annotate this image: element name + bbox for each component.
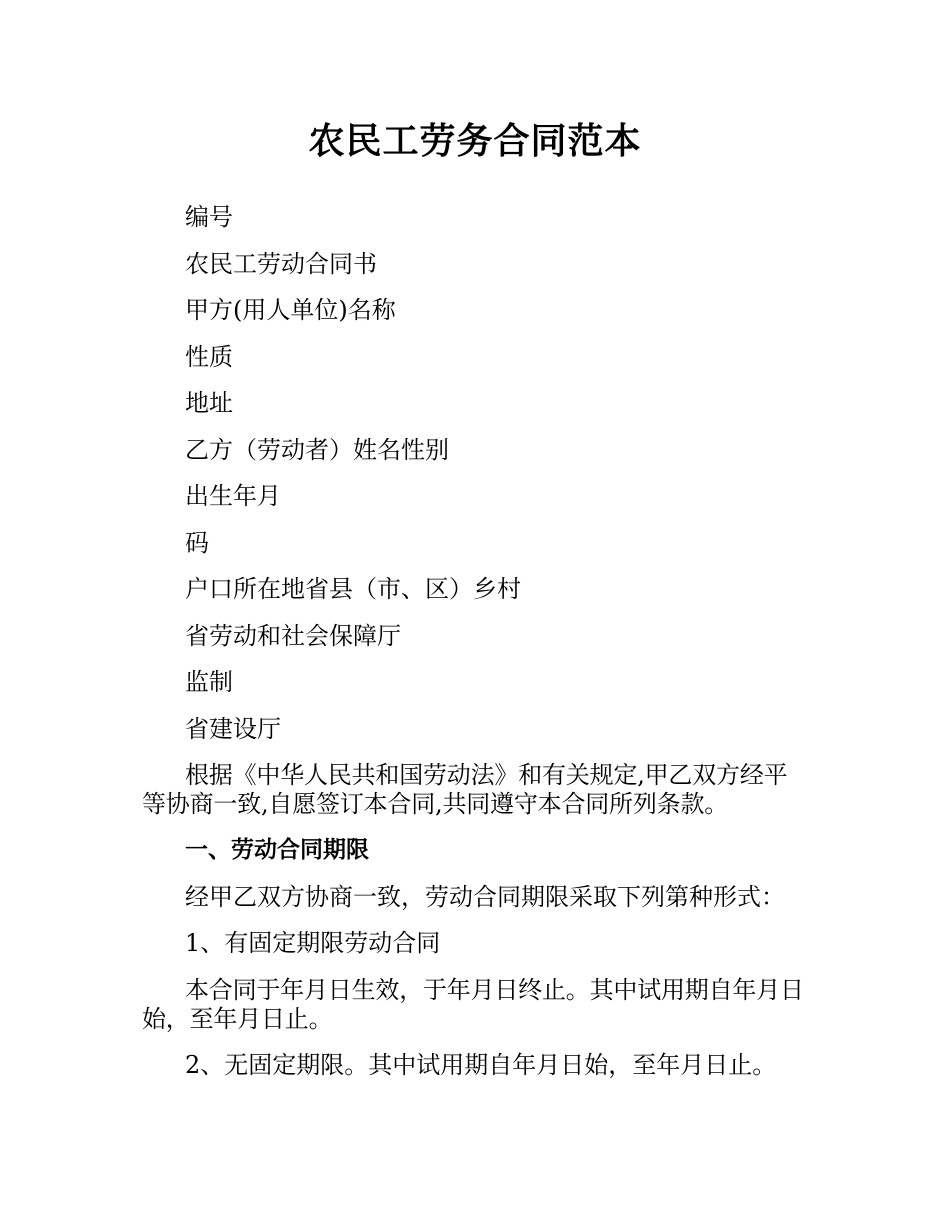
field-birth-date: 出生年月 xyxy=(185,482,281,510)
field-party-a-name: 甲方(用人单位)名称 xyxy=(185,296,396,324)
field-labor-department: 省劳动和社会保障厅 xyxy=(185,621,401,650)
field-code: 码 xyxy=(185,528,209,557)
field-nature: 性质 xyxy=(185,342,233,371)
field-supervised: 监制 xyxy=(185,668,233,696)
section-heading-contract-term: 一、劳动合同期限 xyxy=(185,837,369,863)
contract-term-item-2: 2、无固定期限。其中试用期自年月日始，至年月日止。 xyxy=(185,1050,777,1079)
contract-term-intro: 经甲乙双方协商一致，劳动合同期限采取下列第种形式： xyxy=(185,882,785,911)
field-construction-department: 省建设厅 xyxy=(185,714,281,743)
contract-term-item-1: 1、有固定期限劳动合同 xyxy=(185,929,441,957)
preamble-paragraph: 根据《中华人民共和国劳动法》和有关规定,甲乙双方经平等协商一致,自愿签订本合同,共同遵守本合同所列条款。 xyxy=(142,761,788,818)
document-title: 农民工劳务合同范本 xyxy=(308,121,642,162)
field-party-b-name-gender: 乙方（劳动者）姓名性别 xyxy=(185,435,449,464)
field-number: 编号 xyxy=(185,203,233,231)
field-contract-name: 农民工劳动合同书 xyxy=(185,249,377,278)
contract-term-item-1-detail: 本合同于年月日生效，于年月日终止。其中试用期自年月日始，至年月日止。 xyxy=(142,975,804,1033)
document-body xyxy=(142,199,810,1093)
field-address: 地址 xyxy=(185,389,233,417)
field-household-registration: 户口所在地省县（市、区）乡村 xyxy=(185,575,521,603)
